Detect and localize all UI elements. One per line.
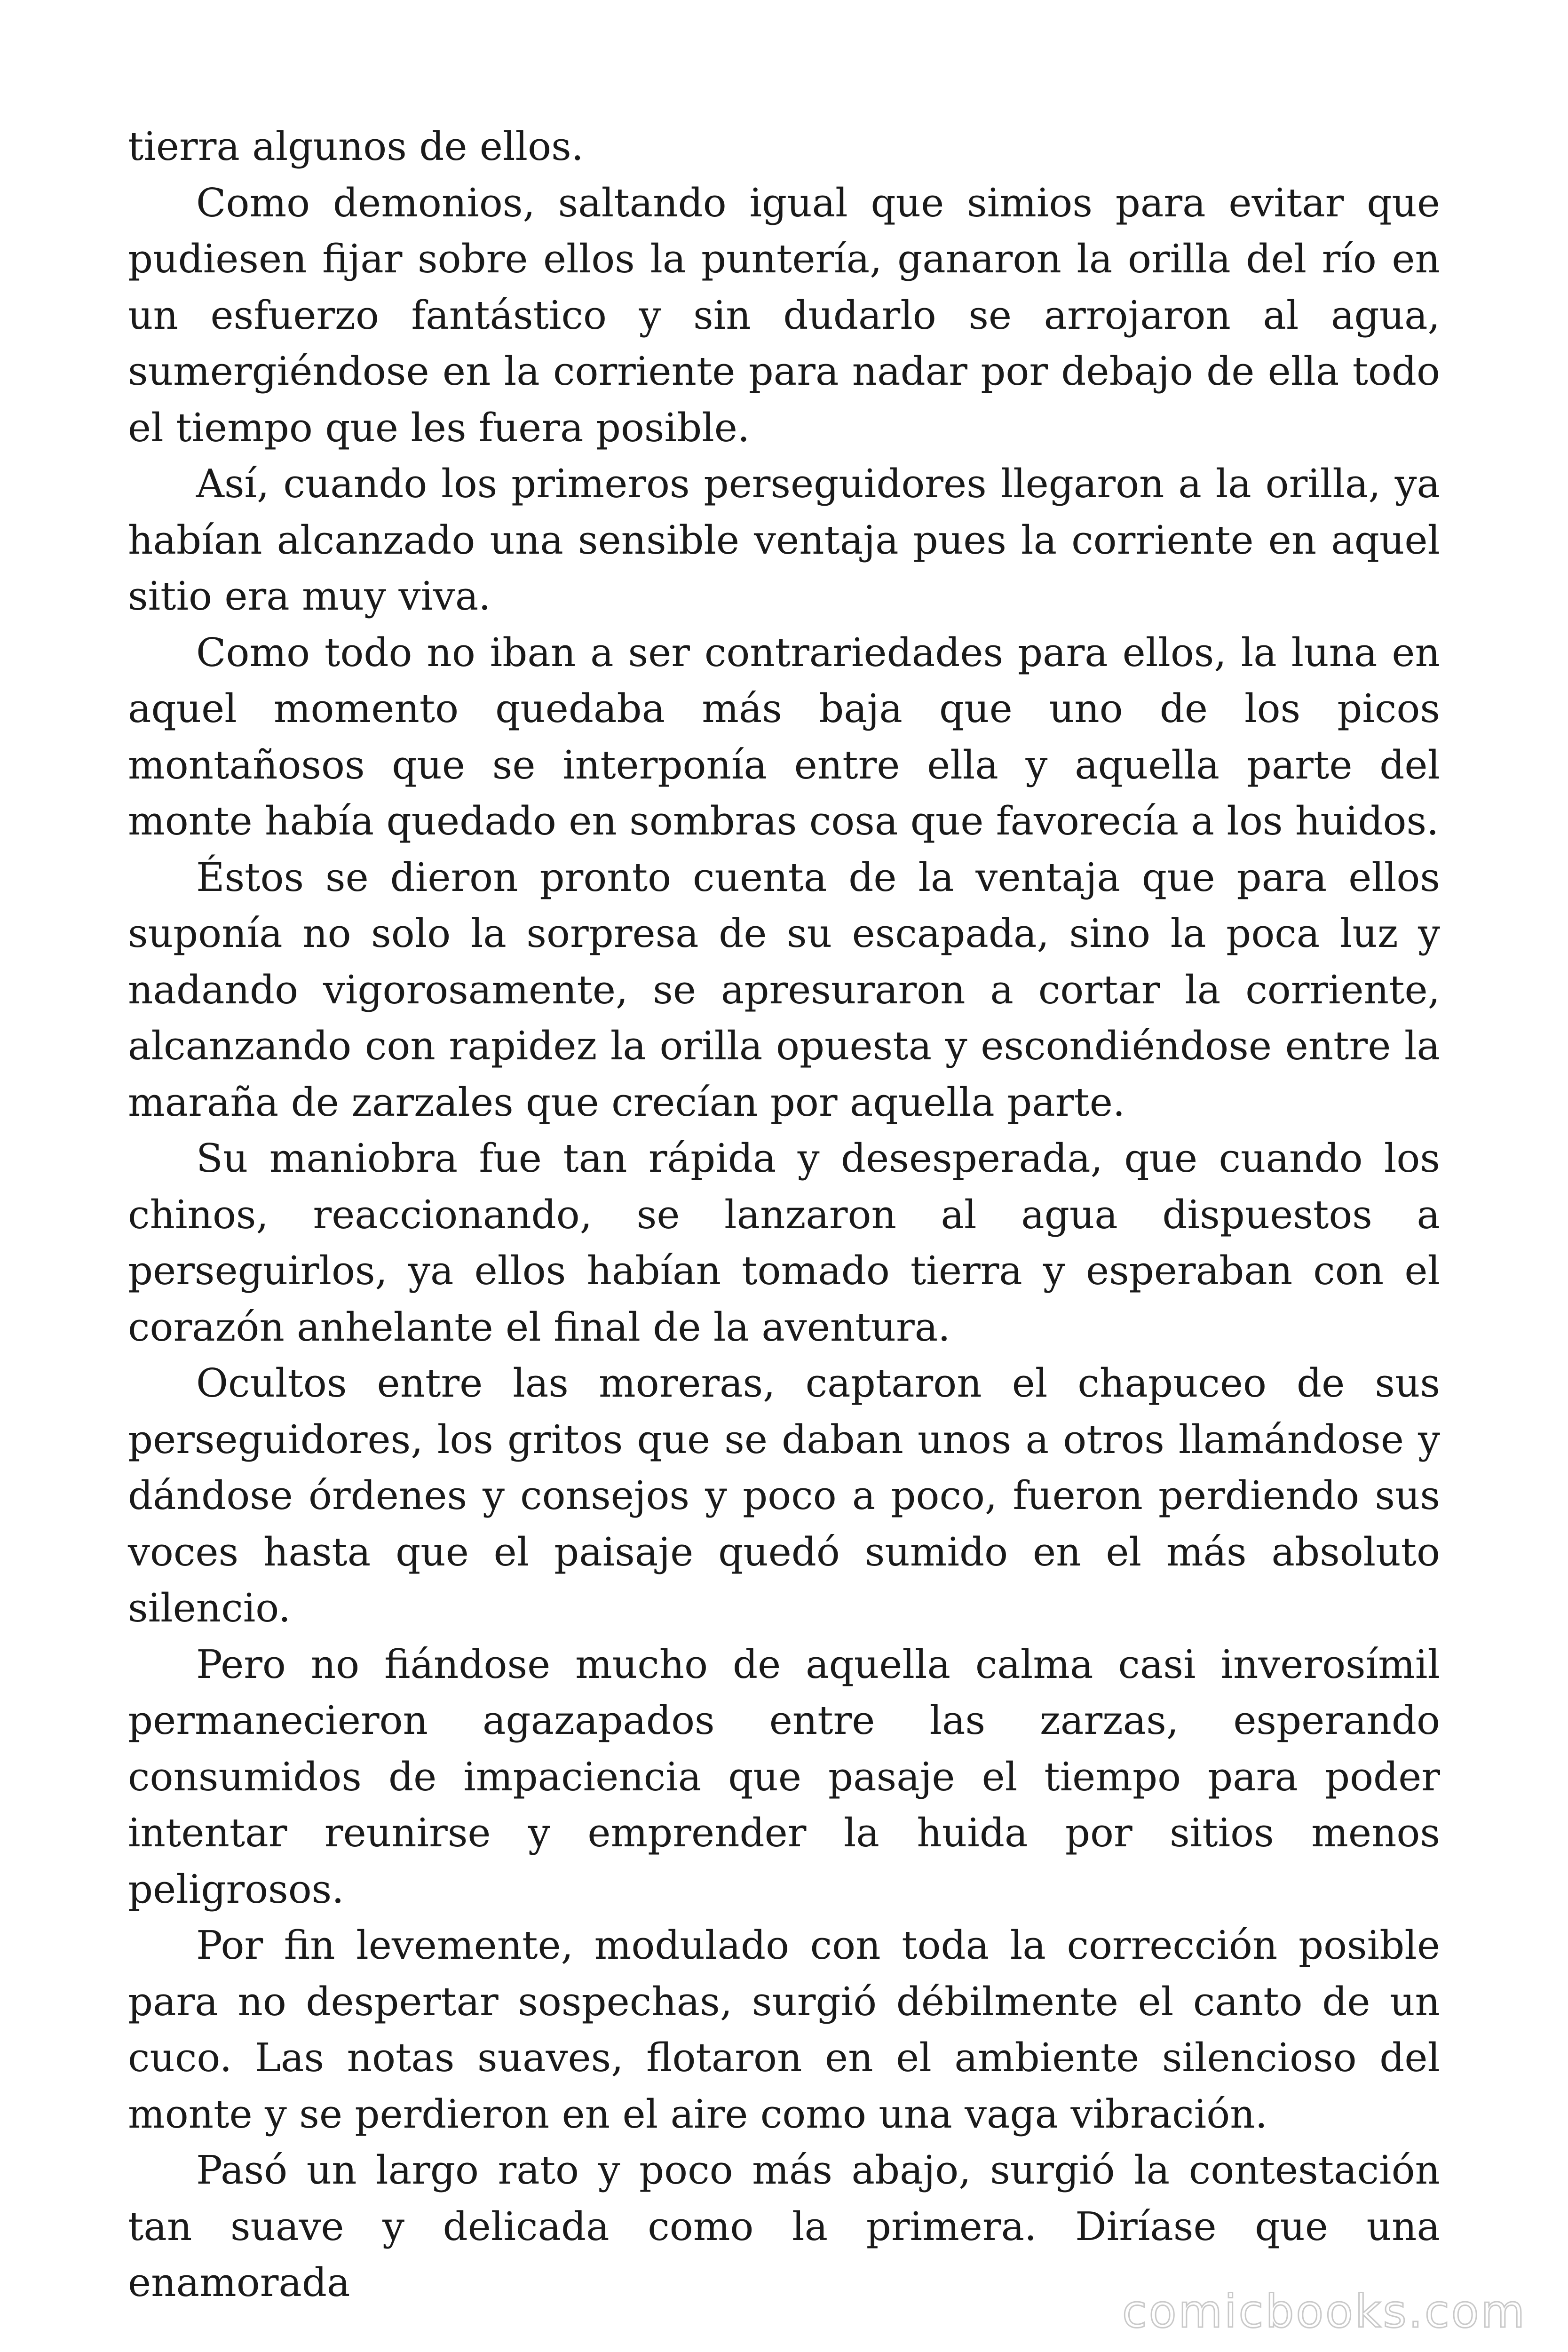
paragraph-8: Pero no fiándose mucho de aquella calma casi inverosímil permanecieron agazapados entre las zarzas, esperando consumidos de impaciencia que pasaje el tiempo para poder intentar reunirse y emprender la huida por sitios menos peligrosos.	[128, 1641, 1440, 1912]
body-text	[128, 119, 1440, 2311]
paragraph-9: Por fin levemente, modulado con toda la corrección posible para no despertar sospechas, surgió débilmente el canto de un cuco. Las notas suaves, flotaron en el ambiente silencioso del monte y se perdieron en el aire como una vaga vibración.	[128, 1923, 1440, 2137]
paragraph-3: Así, cuando los primeros perseguidores llegaron a la orilla, ya habían alcanzado una sensible ventaja pues la corriente en aquel sitio era muy viva.	[128, 461, 1440, 619]
paragraph-6: Su maniobra fue tan rápida y desesperada, que cuando los chinos, reaccionando, se lanzaron al agua dispuestos a perseguirlos, ya ellos habían tomado tierra y esperaban con el corazón anhelante el final de la aventura.	[128, 1136, 1440, 1350]
paragraph-7: Ocultos entre las moreras, captaron el chapuceo de sus perseguidores, los gritos que se daban unos a otros llamándose y dándose órdenes y consejos y poco a poco, fueron perdiendo sus voces hasta que el paisaje quedó sumido en el más absoluto silencio.	[128, 1360, 1440, 1631]
paragraph-10: Pasó un largo rato y poco más abajo, surgió la contestación tan suave y delicada como la primera. Diríase que una enamorada	[128, 2147, 1440, 2305]
paragraph-1: tierra algunos de ellos.	[128, 124, 584, 169]
paragraph-4: Como todo no iban a ser contrariedades para ellos, la luna en aquel momento quedaba más baja que uno de los picos montañosos que se interponía entre ella y aquella parte del monte había quedado en sombras cosa que favorecía a los huidos.	[128, 629, 1440, 844]
paragraph-5: Éstos se dieron pronto cuenta de la ventaja que para ellos suponía no solo la sorpresa de su escapada, sino la poca luz y nadando vigorosamente, se apresuraron a cortar la corriente, alcanzando con rapidez la orilla opuesta y escondiéndose entre la maraña de zarzales que crecían por aquella parte.	[128, 854, 1440, 1125]
watermark: comicbooks.com	[1122, 2285, 1527, 2338]
paragraph-2: Como demonios, saltando igual que simios para evitar que pudiesen fijar sobre ellos la puntería, ganaron la orilla del río en un esfuerzo fantástico y sin dudarlo se arrojaron al agua, sumergiéndose en la corriente para nadar por debajo de ella todo el tiempo que les fuera posible.	[128, 180, 1440, 451]
